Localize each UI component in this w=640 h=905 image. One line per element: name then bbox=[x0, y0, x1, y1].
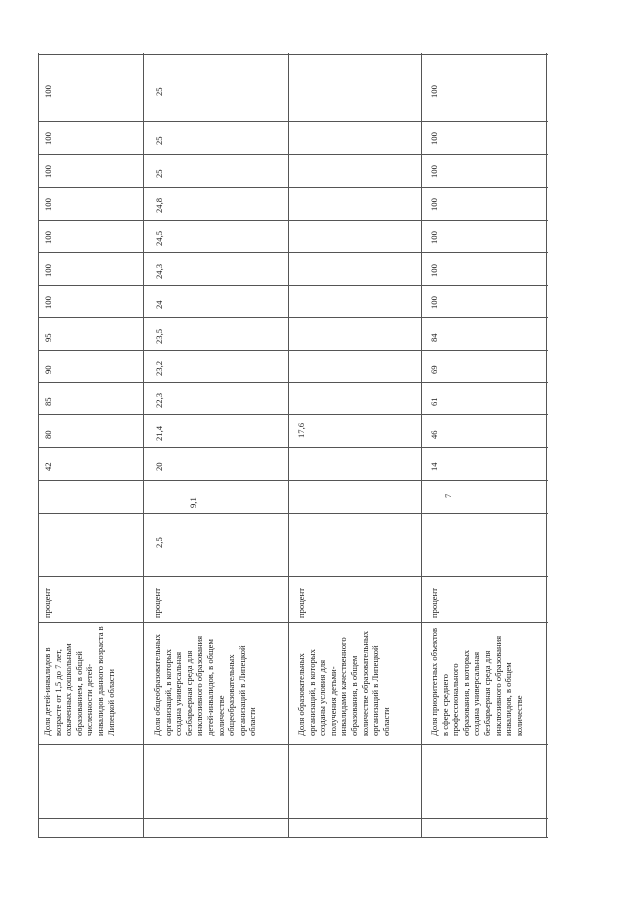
table-rule bbox=[38, 350, 548, 351]
table-rule bbox=[38, 285, 548, 286]
value-cell: 17,6 bbox=[296, 422, 306, 438]
value-cell: 25 bbox=[154, 136, 164, 145]
table-rule bbox=[38, 317, 548, 318]
table-rule bbox=[38, 252, 548, 253]
indicator-text: Доля приоритетных объектов в сфере среднего профессионального образования, в которых создана универсальная безбарьерная среда для инклюзивного образования инвалидов, в общем количестве bbox=[429, 627, 524, 736]
value-cell: 85 bbox=[43, 397, 53, 406]
table-border-right bbox=[546, 53, 547, 838]
indicator-text: Доля детей-инвалидов в возрасте от 1,5 до 7 лет, охваченных дошкольным образованием, в общей численности детей-инвалидов данного возраста в Липецкой области bbox=[42, 626, 116, 736]
value-cell: 90 bbox=[43, 365, 53, 374]
value-cell: 80 bbox=[43, 430, 53, 439]
table-border-bottom bbox=[38, 837, 548, 838]
unit-cell: процент bbox=[152, 588, 162, 618]
value-cell: 20 bbox=[154, 462, 164, 471]
value-cell: 24,8 bbox=[154, 197, 164, 213]
value-cell: 84 bbox=[429, 333, 439, 342]
table-rule bbox=[38, 382, 548, 383]
table-rule bbox=[38, 480, 548, 481]
value-cell: 7 bbox=[443, 493, 453, 498]
table-rule bbox=[38, 121, 548, 122]
value-cell: 100 bbox=[43, 296, 53, 309]
unit-cell: процент bbox=[429, 588, 439, 618]
value-cell: 2,5 bbox=[154, 537, 164, 548]
value-cell: 42 bbox=[43, 462, 53, 471]
table-border-left bbox=[38, 53, 39, 838]
table-rule bbox=[38, 744, 548, 745]
value-cell: 23,5 bbox=[154, 328, 164, 344]
value-cell: 100 bbox=[429, 85, 439, 98]
table-rule bbox=[38, 447, 548, 448]
value-cell: 100 bbox=[429, 231, 439, 244]
unit-cell: процент bbox=[296, 588, 306, 618]
table-rule bbox=[38, 576, 548, 577]
value-cell: 23,2 bbox=[154, 360, 164, 376]
value-cell: 100 bbox=[43, 231, 53, 244]
table-rule bbox=[38, 622, 548, 623]
indicator-text: Доля образовательных организаций, в которых созданы условия для получения детьми-инвалидами качественного образования, в общем количестве образовательных организаций в Липецкой области bbox=[296, 630, 391, 736]
indicator-text: Доля общеобразовательных организаций, в которых создана универсальная безбарьерная среда для инклюзивного образования детей-инвалидов, в общем количестве общеобразовательных организаций в Липецкой области bbox=[152, 634, 258, 736]
value-cell: 46 bbox=[429, 430, 439, 439]
table-rule bbox=[288, 53, 289, 838]
value-cell: 24,5 bbox=[154, 230, 164, 246]
value-cell: 100 bbox=[429, 198, 439, 211]
table-rule bbox=[38, 818, 548, 819]
value-cell: 22,3 bbox=[154, 392, 164, 408]
table-rule bbox=[421, 53, 422, 838]
value-cell: 25 bbox=[154, 87, 164, 96]
rotated-table bbox=[38, 53, 548, 838]
value-cell: 100 bbox=[43, 132, 53, 145]
value-cell: 100 bbox=[429, 165, 439, 178]
table-rule bbox=[38, 154, 548, 155]
table-rule bbox=[38, 220, 548, 221]
value-cell: 14 bbox=[429, 462, 439, 471]
unit-cell: процент bbox=[42, 588, 52, 618]
value-cell: 100 bbox=[429, 132, 439, 145]
value-cell: 24 bbox=[154, 300, 164, 309]
table-rule bbox=[143, 53, 144, 838]
value-cell: 100 bbox=[43, 85, 53, 98]
value-cell: 100 bbox=[429, 296, 439, 309]
value-cell: 95 bbox=[43, 333, 53, 342]
table-rule bbox=[38, 513, 548, 514]
table-rule bbox=[38, 187, 548, 188]
value-cell: 24,3 bbox=[154, 263, 164, 279]
value-cell: 25 bbox=[154, 169, 164, 178]
value-cell: 61 bbox=[429, 397, 439, 406]
table-rule bbox=[38, 414, 548, 415]
value-cell: 100 bbox=[43, 264, 53, 277]
table-border-top bbox=[38, 54, 548, 55]
value-cell: 100 bbox=[429, 264, 439, 277]
value-cell: 9,1 bbox=[188, 497, 198, 508]
value-cell: 100 bbox=[43, 198, 53, 211]
value-cell: 69 bbox=[429, 365, 439, 374]
value-cell: 21,4 bbox=[154, 425, 164, 441]
value-cell: 100 bbox=[43, 165, 53, 178]
